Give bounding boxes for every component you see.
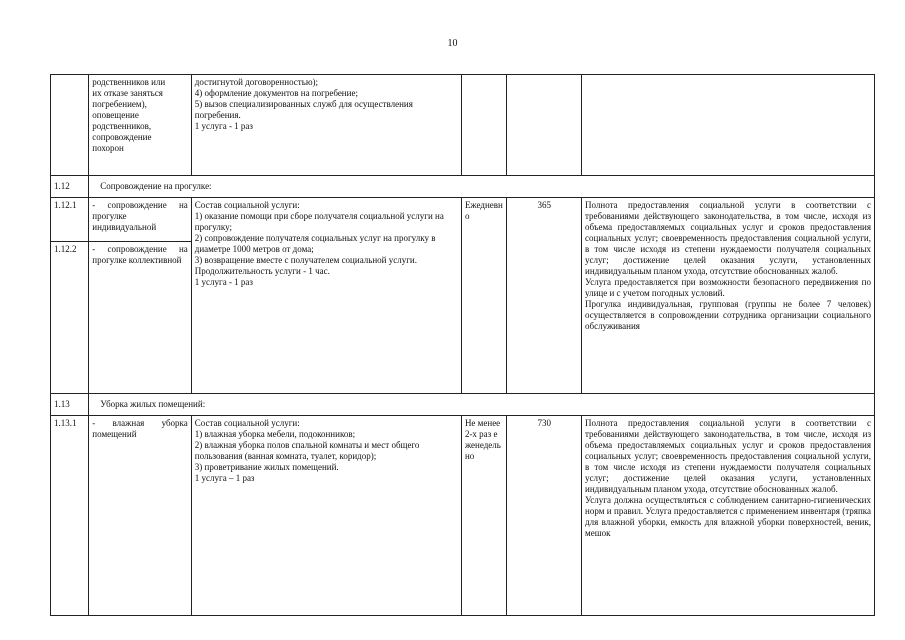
quality-paragraph: Полнота предоставления социальной услуги в соответствии с требованиями действующего законодательства, в том числе, исходя из объема предоставляемых социальных услуг и сроков предоставления социальных услуг; своевременность предоставления социальной услуги, в том числе исходя из степени нуждаемости получателя социальных услуг; достижение целей оказания услуги, установленных индивидуальным планом ухода, отсутствие обоснованных жалоб. [585, 200, 871, 276]
table-row-1-13-1 [51, 416, 875, 616]
service-name: - сопровождение на прогулке индивидуальной [89, 198, 191, 242]
section-title-cell [89, 394, 875, 416]
content-line: 3) возвращение вместе с получателем социальной услуги. [194, 255, 417, 265]
content-line: 1) влажная уборка мебели, подоконников; [194, 429, 356, 439]
section-row-1-12 [51, 176, 875, 198]
name-line: родственников, [92, 121, 152, 131]
section-title: Сопровождение на прогулке: [100, 181, 212, 191]
section-number: 1.12 [51, 176, 89, 198]
quality-cell [582, 198, 875, 394]
table-row-1-12-1 [51, 198, 875, 242]
content-line: 1 услуга - 1 раз [194, 121, 253, 131]
content-line: Состав социальной услуги: [194, 200, 300, 210]
name-line: оповещение [92, 110, 139, 120]
content-line: достигнутой договоренностью); [194, 77, 319, 87]
quality-paragraph: Полнота предоставления социальной услуги в соответствии с требованиями действующего законодательства, в том числе, исходя из объема предоставляемых социальных услуг и сроков предоставления социальных услуг; своевременность предоставления социальной услуги, в том числе исходя из степени нуждаемости получателя социальных услуг; достижение целей оказания услуги, установленных индивидуальным планом ухода, отсутствие обоснованных жалоб. [585, 418, 871, 494]
service-content-cell [191, 198, 461, 394]
period: Ежедневно [461, 198, 507, 394]
quality-paragraph: Прогулка индивидуальная, групповая (группы не более 7 человек) осуществляется в сопровождении сотрудника организации социального обслуживания [585, 299, 871, 331]
quality-paragraph: Услуга предоставляется при возможности безопасного передвижения по улице и с учетом погодных условий. [585, 277, 871, 298]
table-row-continued [51, 75, 875, 176]
content-line: Продолжительность услуги - 1 час. [194, 266, 330, 276]
row-number: 1.12.1 [51, 198, 89, 242]
number-cell [51, 75, 89, 176]
quantity-cell [507, 75, 582, 176]
quality-cell [582, 416, 875, 616]
content-line: 1 услуга – 1 раз [194, 473, 255, 483]
name-line: похорон [92, 143, 124, 153]
row-number: 1.12.2 [51, 242, 89, 394]
quality-cell [582, 75, 875, 176]
period: Не менее 2-х раз еженедельно [461, 416, 507, 616]
quality-paragraph: Услуга должна осуществляться с соблюдением санитарно-гигиенических норм и правил. Услуга предоставляется с применением инвентаря (тряпка для влажной уборки, емкость для влажной уборки поверхностей, веник, мешок [585, 495, 871, 538]
service-content-cell [191, 75, 461, 176]
name-line: погребением), [92, 99, 147, 109]
content-line: 5) вызов специализированных служб для осуществления погребения. [194, 99, 413, 120]
section-row-1-13 [51, 394, 875, 416]
quantity: 730 [507, 416, 582, 616]
page-number: 10 [447, 38, 458, 49]
name-line: родственников или [92, 77, 166, 87]
service-name-cell [89, 75, 191, 176]
period-cell [461, 75, 507, 176]
row-number: 1.13.1 [51, 416, 89, 616]
name-line: сопровождение [92, 132, 152, 142]
content-line: 1) оказание помощи при сборе получателя социальной услуги на прогулку; [194, 211, 444, 232]
section-number: 1.13 [51, 394, 89, 416]
quantity: 365 [507, 198, 582, 394]
section-title-cell [89, 176, 875, 198]
content-line: 4) оформление документов на погребение; [194, 88, 358, 98]
content-line: 1 услуга - 1 раз [194, 277, 253, 287]
service-content-cell [191, 416, 461, 616]
service-name: - сопровождение на прогулке коллективной [89, 242, 191, 394]
service-name: - влажная уборка помещений [89, 416, 191, 616]
section-title: Уборка жилых помещений: [100, 399, 206, 409]
name-line: их отказе заняться [92, 88, 163, 98]
content-line: 2) сопровождение получателя социальных услуг на прогулку в диаметре 1000 метров от дома; [194, 233, 436, 254]
content-line: 2) влажная уборка полов спальной комнаты и мест общего пользования (ванная комната, туалет, коридор); [194, 440, 420, 461]
content-line: Состав социальной услуги: [194, 418, 300, 428]
content-line: 3) проветривание жилых помещений. [194, 462, 339, 472]
services-table [50, 74, 875, 616]
